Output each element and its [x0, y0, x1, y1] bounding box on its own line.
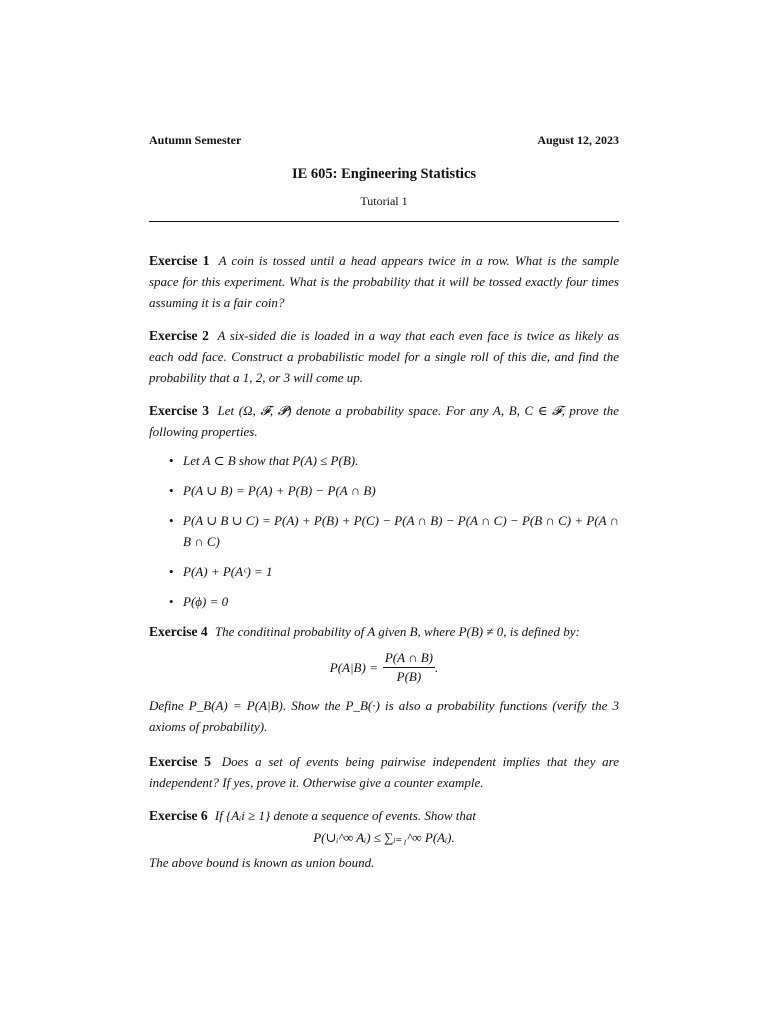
exercise-text: A six-sided die is loaded in a way that each even face is twice as likely as each odd face. Construct a probabilistic model for a single roll of this die, and find the probability that a 1, 2, or 3 will come up. [149, 328, 620, 385]
exercise-text: Let (Ω, 𝓕, 𝓟) denote a probability space. For any A, B, C ∈ 𝓕, prove the following properties. [149, 403, 619, 439]
exercise-2 [149, 325, 619, 388]
date-label: August 12, 2023 [537, 133, 619, 147]
exercise-6 [149, 805, 619, 826]
exercise-list [149, 250, 619, 873]
conditional-probability-formula [149, 650, 619, 685]
property-item: • Let A ⊂ B show that P(A) ≤ P(B). [183, 450, 619, 471]
union-bound-formula: P(∪ᵢ^∞ Aᵢ) ≤ ∑ᵢ₌₁^∞ P(Aᵢ). [313, 830, 455, 845]
formula-fraction [383, 650, 435, 685]
formula-denominator: P(B) [396, 669, 422, 684]
exercise-3 [149, 400, 619, 612]
formula-period: . [434, 659, 439, 675]
exercise-text: If {Aᵢi ≥ 1} denote a sequence of events. Show that [214, 808, 476, 823]
exercise-1 [149, 250, 619, 313]
exercise-label: Exercise 2 [149, 328, 209, 343]
property-item: • P(A ∪ B) = P(A) + P(B) − P(A ∩ B) [183, 480, 619, 501]
property-item: • P(ϕ) = 0 [183, 591, 619, 612]
exercise-label: Exercise 1 [149, 253, 210, 268]
exercise-label: Exercise 6 [149, 808, 208, 823]
page-header [149, 133, 619, 151]
property-list [149, 450, 619, 612]
formula-lhs: P(A|B) = [329, 659, 378, 675]
exercise-text: Does a set of events being pairwise independent implies that they are independent? If yes, prove it. Otherwise give a counter example. [149, 754, 619, 790]
exercise-label: Exercise 5 [149, 754, 212, 769]
union-bound-note: The above bound is known as union bound. [149, 855, 375, 870]
exercise-5 [149, 751, 619, 793]
exercise-text: The conditinal probability of A given B, where P(B) ≠ 0, is defined by: [214, 624, 580, 639]
document-subtitle: Tutorial 1 [360, 194, 408, 208]
exercise-label: Exercise 4 [149, 624, 208, 639]
exercise-label: Exercise 3 [149, 403, 209, 418]
formula-numerator: P(A ∩ B) [383, 650, 435, 668]
exercise-4-followup: Define P_B(A) = P(A|B). Show the P_B(·) is also a probability functions (verify the 3 axioms of probability). [149, 698, 619, 734]
document-title: IE 605: Engineering Statistics [291, 166, 477, 182]
exercise-4 [149, 621, 619, 642]
property-item: • P(A ∪ B ∪ C) = P(A) + P(B) + P(C) − P(A ∩ B) − P(A ∩ C) − P(B ∩ C) + P(A ∩ B ∩ C) [183, 510, 619, 552]
semester-label: Autumn Semester [149, 133, 242, 147]
property-item: • P(A) + P(Aᶜ) = 1 [183, 561, 619, 582]
exercise-text: A coin is tossed until a head appears twice in a row. What is the sample space for this experiment. What is the probability that it will be tossed exactly four times assuming it is a fair coin? [149, 253, 620, 310]
header-divider [149, 221, 619, 222]
